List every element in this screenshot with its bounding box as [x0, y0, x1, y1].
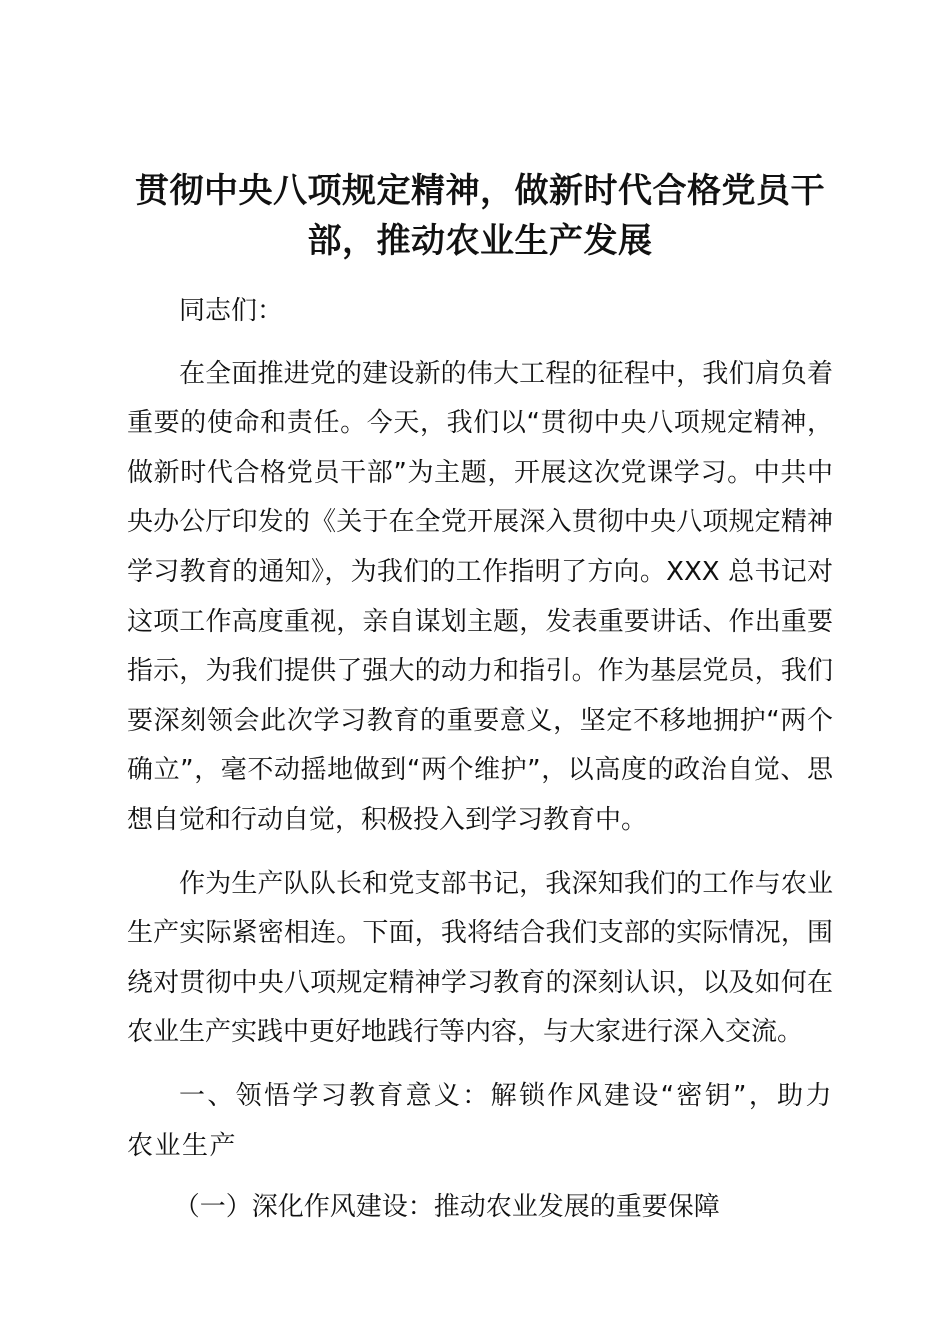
- document-title: 贯彻中央八项规定精神，做新时代合格党员干部，推动农业生产发展: [135, 171, 825, 261]
- salutation: 同志们：: [179, 296, 284, 326]
- subsection-heading-1: （一）深化作风建设：推动农业发展的重要保障: [173, 1192, 720, 1223]
- document-body: [127, 287, 833, 1233]
- paragraph-intro: 在全面推进党的建设新的伟大工程的征程中，我们肩负着重要的使命和责任。今天，我们以“贯彻中央八项规定精神，做新时代合格党员干部”为主题，开展这次党课学习。中共中央办公厅印发的《关于在全党开展深入贯彻中央八项规定精神学习教育的通知》，为我们的工作指明了方向。XXX 总书记对这项工作高度重视，亲自谋划主题，发表重要讲话、作出重要指示，为我们提供了强大的动力和指引。作为基层党员，我们要深刻领会此次学习教育的重要意义，坚定不移地拥护“两个确立”，毫不动摇地做到“两个维护”，以高度的政治自觉、思想自觉和行动自觉，积极投入到学习教育中。: [127, 358, 833, 835]
- paragraph-context: 作为生产队队长和党支部书记，我深知我们的工作与农业生产实际紧密相连。下面，我将结合我们支部的实际情况，围绕对贯彻中央八项规定精神学习教育的深刻认识，以及如何在农业生产实践中更好地践行等内容，与大家进行深入交流。: [127, 868, 833, 1048]
- section-heading-1: 一、领悟学习教育意义：解锁作风建设“密钥”，助力农业生产: [127, 1080, 833, 1161]
